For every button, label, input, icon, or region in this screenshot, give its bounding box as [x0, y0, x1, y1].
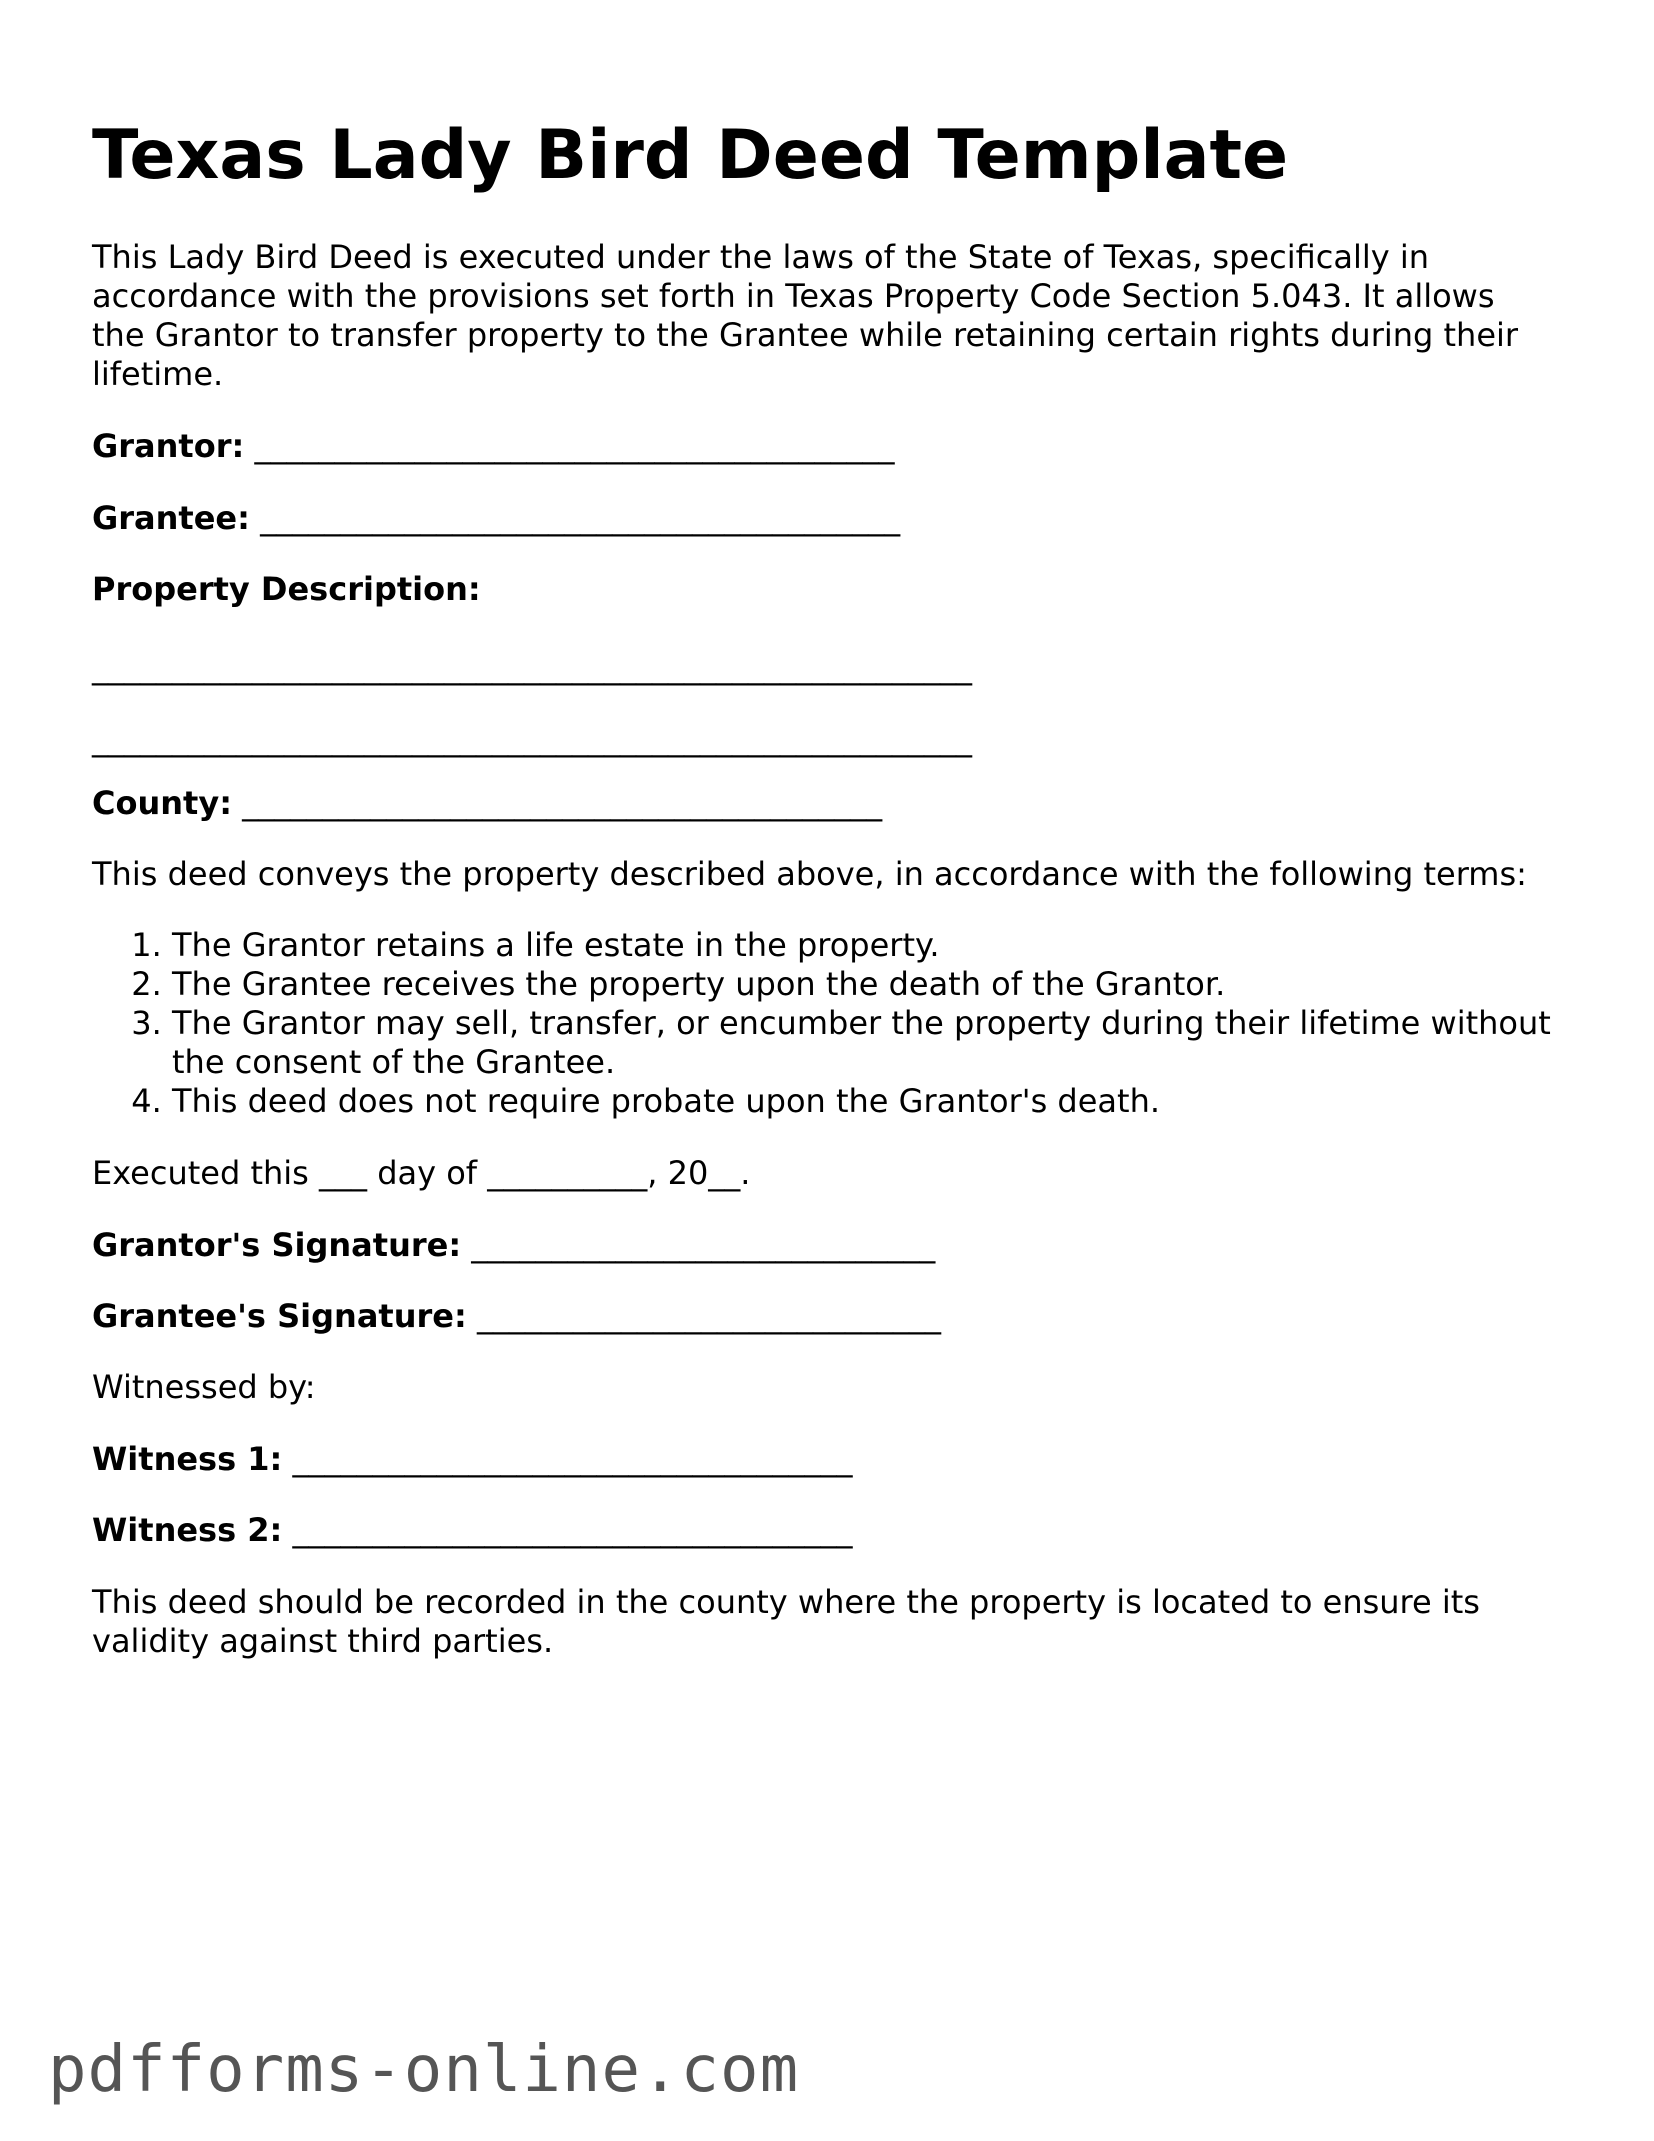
term-item: 3. The Grantor may sell, transfer, or encumber the property during their lifetime without the consent of the Grantee.: [172, 1004, 1572, 1082]
grantee-signature-blank[interactable]: _____________________________: [476, 1297, 941, 1335]
witness-2-field: [92, 1511, 853, 1550]
terms-list: [92, 926, 1572, 1121]
recording-note: This deed should be recorded in the county where the property is located to ensure its validity against third parties.: [92, 1583, 1480, 1660]
grantor-signature-blank[interactable]: _____________________________: [471, 1226, 936, 1264]
grantee-signature-label: Grantee's Signature:: [92, 1297, 467, 1335]
executed-date-line[interactable]: Executed this ___ day of __________, 20__.: [92, 1154, 751, 1192]
intro-paragraph: This Lady Bird Deed is executed under the laws of the State of Texas, specifically in accordance with the provisions set forth in Texas Property Code Section 5.043. It allows the Grantor to transfer property to the Grantee while retaining certain rights during their lifetime.: [92, 238, 1519, 393]
conveys-paragraph: This deed conveys the property described above, in accordance with the following terms:: [92, 855, 1527, 893]
property-description-label: Property Description:: [92, 570, 481, 608]
witnessed-by-label: Witnessed by:: [92, 1368, 316, 1406]
witness-1-label: Witness 1:: [92, 1440, 283, 1478]
term-item: 1. The Grantor retains a life estate in the property.: [172, 926, 1572, 965]
property-description-line-2[interactable]: _______________________________________________________: [92, 720, 972, 758]
grantor-blank[interactable]: ________________________________________: [254, 427, 895, 465]
property-description-field: [92, 570, 481, 609]
county-label: County:: [92, 784, 232, 822]
witness-1-blank[interactable]: ___________________________________: [292, 1440, 853, 1478]
grantee-blank[interactable]: ________________________________________: [260, 499, 901, 537]
witness-1-field: [92, 1440, 853, 1479]
county-blank[interactable]: ________________________________________: [242, 784, 883, 822]
grantor-signature-field: [92, 1226, 935, 1265]
grantor-signature-label: Grantor's Signature:: [92, 1226, 462, 1264]
watermark: pdfforms-online.com: [48, 2033, 800, 2107]
property-description-line-1[interactable]: _______________________________________________________: [92, 648, 972, 686]
grantee-field: [92, 499, 900, 538]
document-title: Texas Lady Bird Deed Template: [92, 116, 1289, 195]
term-item: 4. This deed does not require probate upon the Grantor's death.: [172, 1082, 1572, 1121]
grantor-field: [92, 427, 894, 466]
witness-2-label: Witness 2:: [92, 1511, 283, 1549]
witness-2-blank[interactable]: ___________________________________: [292, 1511, 853, 1549]
grantee-signature-field: [92, 1297, 941, 1336]
grantee-label: Grantee:: [92, 499, 250, 537]
grantor-label: Grantor:: [92, 427, 245, 465]
county-field: [92, 784, 882, 823]
term-item: 2. The Grantee receives the property upon the death of the Grantor.: [172, 965, 1572, 1004]
